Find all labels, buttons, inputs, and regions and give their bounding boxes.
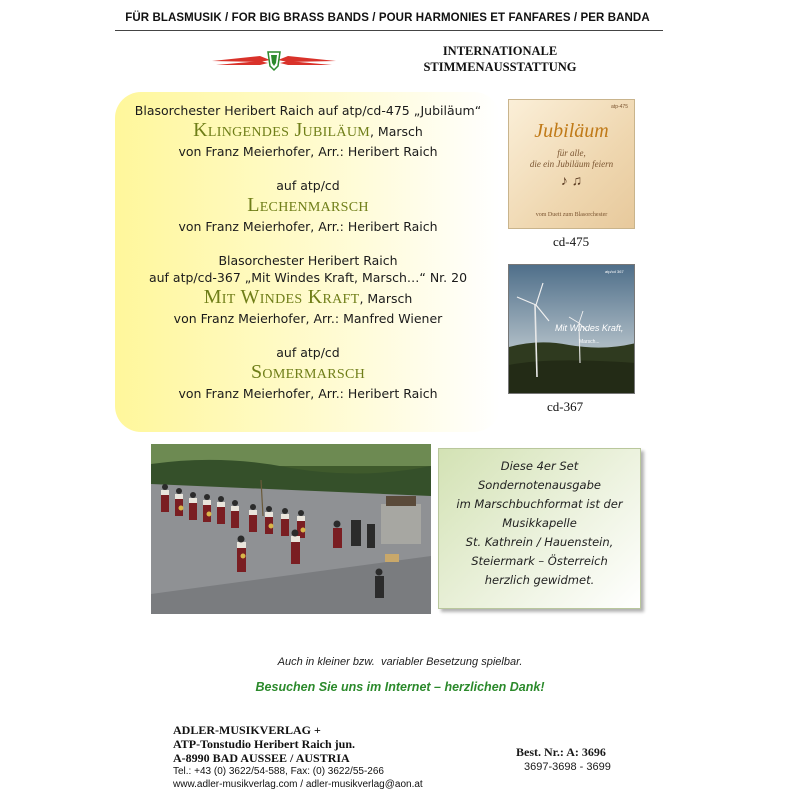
cd-cover-mit-windes-kraft — [508, 264, 635, 394]
eagle-logo-icon — [212, 48, 336, 72]
cover-title: Jubiläum — [534, 120, 609, 142]
dedication-text — [439, 457, 640, 590]
publisher-phone: Tel.: +43 (0) 3622/54-588, Fax: (0) 3622/55-266 — [173, 766, 384, 777]
brass-band-parade-photo — [151, 444, 431, 614]
song-list — [118, 102, 498, 402]
visit-note: Besuchen Sie uns im Internet – herzlichen Dank! — [255, 680, 545, 694]
tagline: FÜR BLASMUSIK / FOR BIG BRASS BANDS / POUR HARMONIES ET FANFARES / PER BANDA — [125, 12, 650, 24]
cover-number: atp/cd 367 — [605, 269, 624, 274]
dedication-line: Musikkapelle — [502, 516, 577, 530]
dedication-line: im Marschbuchformat ist der — [456, 497, 623, 511]
cover-number: atp-475 — [611, 104, 628, 110]
wind-turbine-scene — [509, 265, 635, 394]
song-3 — [118, 252, 498, 327]
music-notes-icon: ♪ ♫ — [560, 172, 583, 188]
intl-line1: INTERNATIONALE — [442, 44, 558, 58]
song-title: Mit Windes Kraft, Marsch — [203, 286, 413, 308]
song-suffix: , Marsch — [359, 291, 413, 306]
ensemble-note: Auch in kleiner bzw. variabler Besetzung spielbar. — [277, 656, 523, 668]
song-source-2: auf atp/cd-367 „Mit Windes Kraft, Marsch…“ Nr. 20 — [148, 270, 468, 285]
intl-line2: STIMMENAUSSTATTUNG — [423, 60, 577, 74]
cd-cover-jubilaeum — [508, 99, 635, 229]
publisher-address — [173, 723, 423, 791]
publisher-line-2: ATP-Tonstudio Heribert Raich jun. — [173, 737, 356, 751]
song-source: Blasorchester Heribert Raich auf atp/cd-475 „Jubiläum“ — [134, 103, 482, 118]
order-number-more: 3697-3698 - 3699 — [524, 761, 611, 773]
song-credits: von Franz Meierhofer, Arr.: Heribert Raich — [178, 219, 438, 234]
cd-label-2: cd-367 — [547, 399, 584, 414]
dedication-line: Sondernotenausgabe — [478, 478, 601, 492]
song-source: Blasorchester Heribert Raich — [218, 253, 398, 268]
publisher-line-1: ADLER-MUSIKVERLAG + — [173, 723, 321, 737]
dedication-line: Diese 4er Set — [500, 459, 579, 473]
song-title: Lechenmarsch — [247, 194, 369, 216]
order-number-main: Best. Nr.: A: 3696 — [516, 745, 606, 759]
cd-label-1: cd-475 — [553, 234, 590, 249]
song-title: Somermarsch — [250, 361, 365, 383]
song-credits: von Franz Meierhofer, Arr.: Heribert Raich — [178, 144, 438, 159]
intl-heading — [385, 43, 615, 75]
cover-title: Mit Windes Kraft, — [555, 323, 624, 333]
song-credits: von Franz Meierhofer, Arr.: Heribert Raich — [178, 386, 438, 401]
cover-subtitle-1: für alle, — [557, 148, 586, 158]
publisher-line-3: A-8990 BAD AUSSEE / AUSTRIA — [173, 751, 350, 765]
publisher-web: www.adler-musikverlag.com / adler-musikverlag@aon.at — [173, 779, 423, 790]
cover-subtitle: Marsch... — [579, 339, 600, 345]
song-source: auf atp/cd — [276, 178, 340, 193]
dedication-line: St. Kathrein / Hauenstein, — [465, 535, 614, 549]
order-number — [516, 745, 611, 774]
song-4 — [118, 344, 498, 402]
song-suffix: , Marsch — [369, 124, 423, 139]
cover-subtitle-2: die ein Jubiläum feiern — [529, 159, 614, 169]
dedication-line: Steiermark – Österreich — [471, 554, 608, 568]
header-rule — [115, 30, 663, 31]
song-1 — [118, 102, 498, 160]
song-source: auf atp/cd — [276, 345, 340, 360]
song-2 — [118, 177, 498, 235]
dedication-box — [438, 448, 641, 609]
dedication-line: herzlich gewidmet. — [484, 573, 595, 587]
song-title: Klingendes Jubiläum, Marsch — [193, 119, 423, 141]
cover-small-text: vom Duett zum Blasorchester — [535, 212, 608, 218]
song-credits: von Franz Meierhofer, Arr.: Manfred Wiener — [173, 311, 443, 326]
